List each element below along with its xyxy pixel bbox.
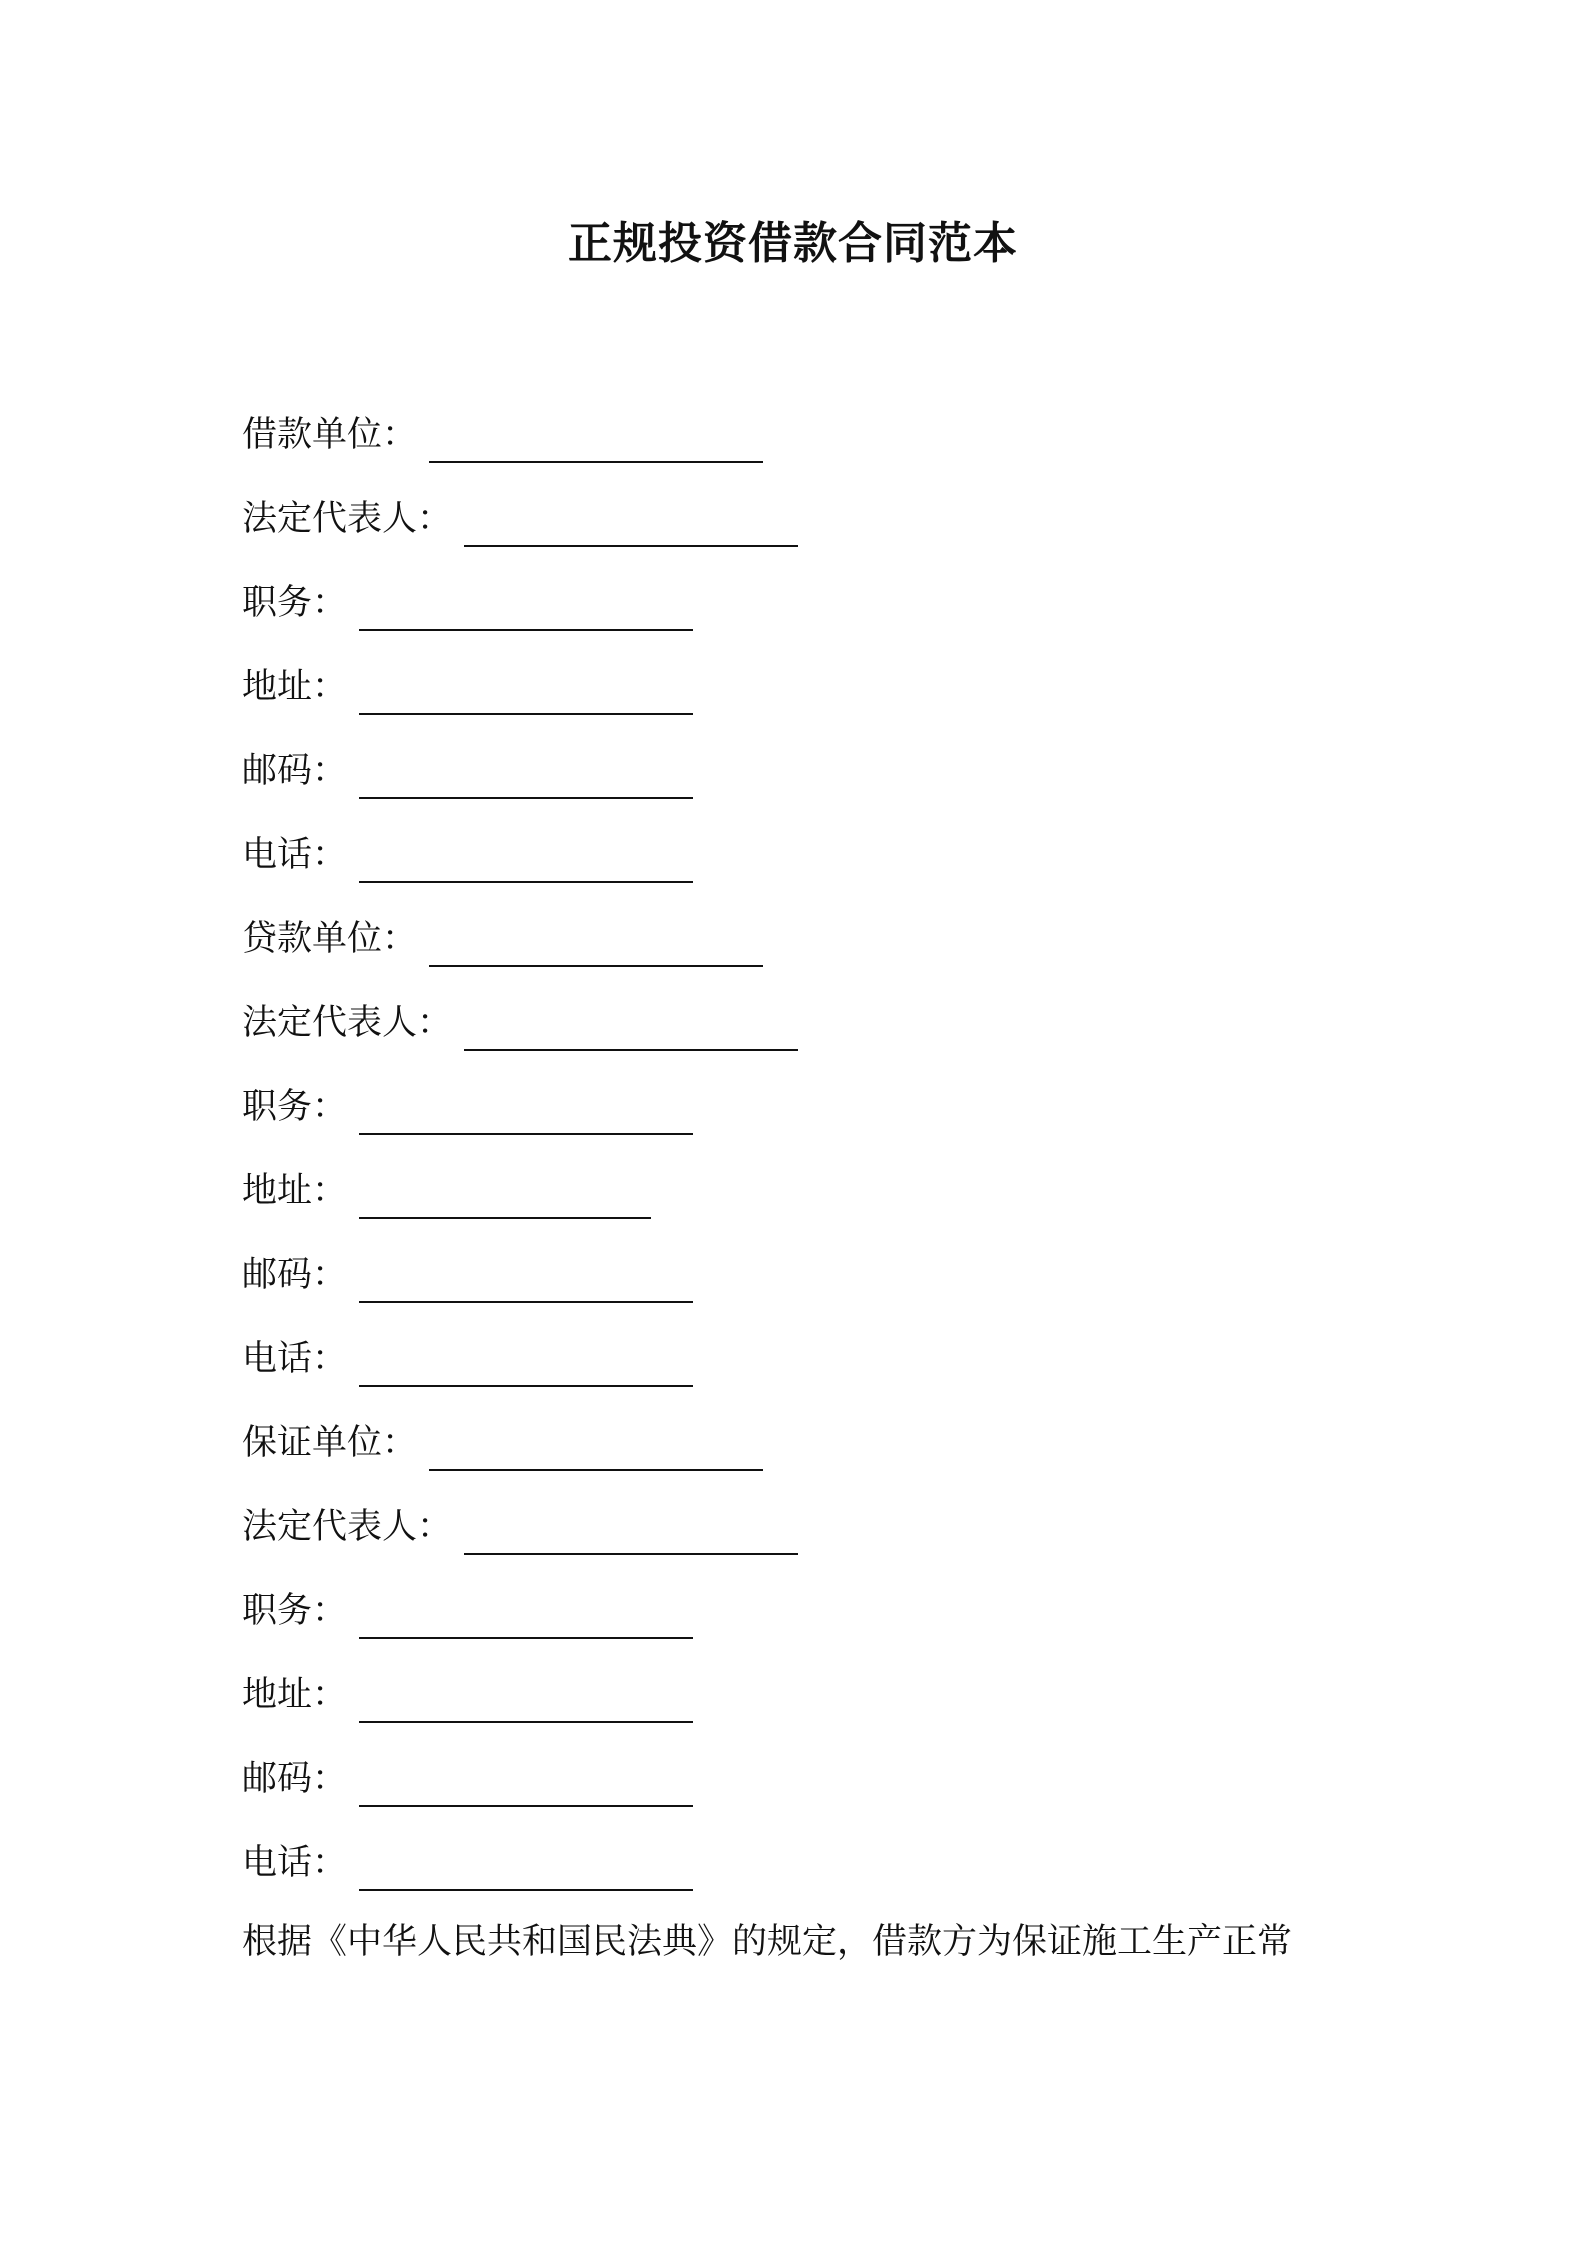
form-field-row xyxy=(242,1497,1442,1581)
form-field-row xyxy=(242,1665,1442,1749)
field-label: 邮码： xyxy=(242,1255,348,1295)
field-label: 法定代表人： xyxy=(242,1507,453,1547)
fill-in-blank-line xyxy=(359,1329,693,1387)
fill-in-blank-line xyxy=(359,657,693,715)
form-field-row xyxy=(242,825,1442,909)
field-label: 借款单位： xyxy=(242,415,418,455)
fill-in-blank-line xyxy=(464,993,798,1051)
intro-paragraph: 根据《中华人民共和国民法典》的规定，借款方为保证施工生产正常 xyxy=(242,1922,1293,1962)
field-label: 职务： xyxy=(242,1087,348,1127)
form-field-row xyxy=(242,1329,1442,1413)
form-field-row xyxy=(242,1581,1442,1665)
form-field-row xyxy=(242,1749,1442,1833)
field-label: 邮码： xyxy=(242,1759,348,1799)
fill-in-blank-line xyxy=(464,1497,798,1555)
field-label: 地址： xyxy=(242,667,348,707)
fill-in-blank-line xyxy=(359,1833,693,1891)
form-field-row xyxy=(242,1833,1442,1917)
fill-in-blank-line xyxy=(464,489,798,547)
form-field-row xyxy=(242,1413,1442,1497)
fill-in-blank-line xyxy=(359,573,693,631)
field-label: 法定代表人： xyxy=(242,499,453,539)
form-field-row xyxy=(242,909,1442,993)
fill-in-blank-line xyxy=(359,1245,693,1303)
field-label: 电话： xyxy=(242,835,348,875)
form-field-row xyxy=(242,1161,1442,1245)
field-label: 地址： xyxy=(242,1675,348,1715)
field-label: 法定代表人： xyxy=(242,1003,453,1043)
field-label: 贷款单位： xyxy=(242,919,418,959)
fill-in-blank-line xyxy=(359,825,693,883)
form-field-row xyxy=(242,489,1442,573)
form-field-row xyxy=(242,1077,1442,1161)
fill-in-blank-line xyxy=(429,405,763,463)
form-field-row xyxy=(242,657,1442,741)
field-label: 职务： xyxy=(242,1591,348,1631)
fill-in-blank-line xyxy=(359,1161,651,1219)
form-field-row xyxy=(242,741,1442,825)
form-field-row xyxy=(242,573,1442,657)
field-label: 地址： xyxy=(242,1171,348,1211)
fill-in-blank-line xyxy=(429,1413,763,1471)
fill-in-blank-line xyxy=(429,909,763,967)
document-title: 正规投资借款合同范本 xyxy=(568,218,1018,269)
field-label: 电话： xyxy=(242,1339,348,1379)
field-label: 保证单位： xyxy=(242,1423,418,1463)
party-info-fields xyxy=(242,405,1442,1917)
form-field-row xyxy=(242,1245,1442,1329)
fill-in-blank-line xyxy=(359,1077,693,1135)
field-label: 邮码： xyxy=(242,751,348,791)
fill-in-blank-line xyxy=(359,1581,693,1639)
fill-in-blank-line xyxy=(359,1665,693,1723)
form-field-row xyxy=(242,993,1442,1077)
fill-in-blank-line xyxy=(359,1749,693,1807)
fill-in-blank-line xyxy=(359,741,693,799)
field-label: 职务： xyxy=(242,583,348,623)
field-label: 电话： xyxy=(242,1843,348,1883)
form-field-row xyxy=(242,405,1442,489)
